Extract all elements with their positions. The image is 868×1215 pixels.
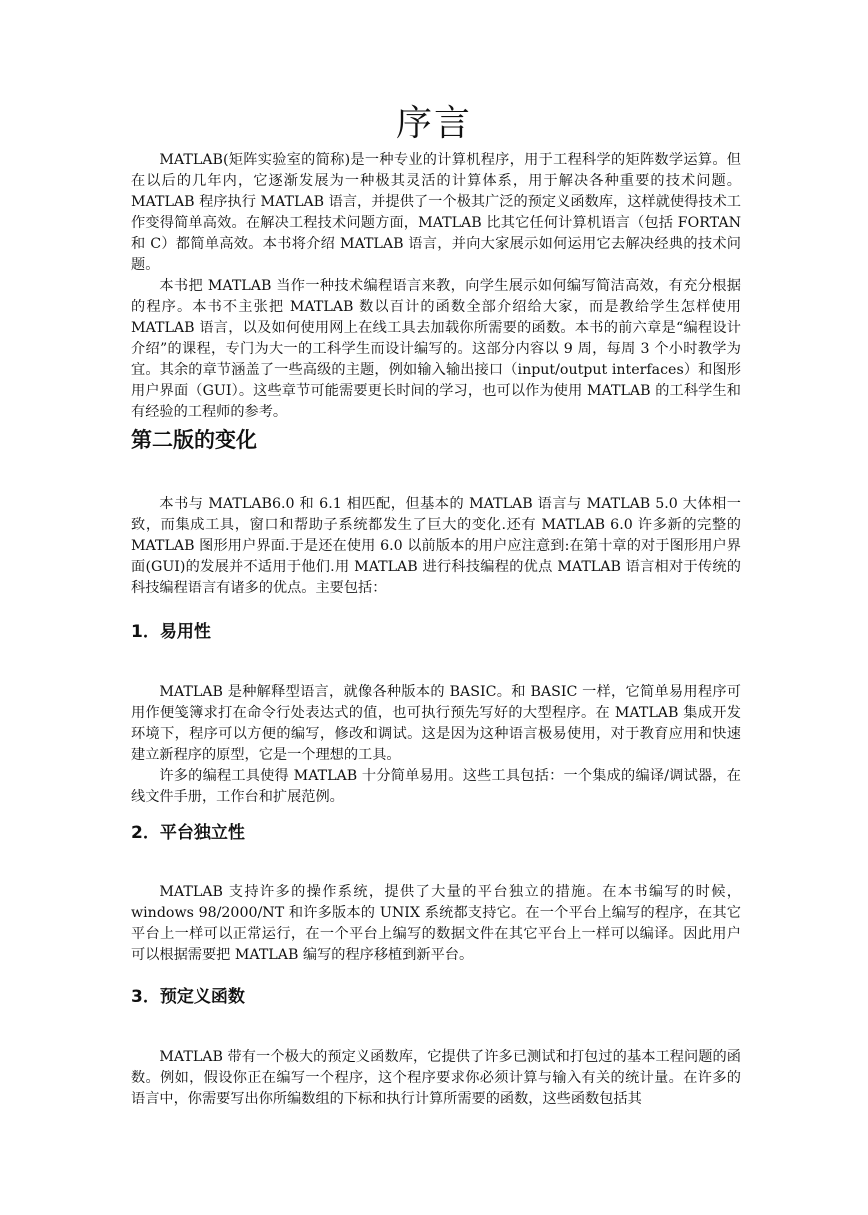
- preface-paragraph-2: 本书把 MATLAB 当作一种技术编程语言来教，向学生展示如何编写简洁高效，有充分根据的程序。本书不主张把 MATLAB 数以百计的函数全部介绍给大家，而是教给学生怎样使用 MATLAB 语言，以及如何使用网上在线工具去加载你所需要的函数。本书的前六章是“编程设计介绍”的课程，专门为大一的工科学生而设计编写的。这部分内容以 9 周，每周 3 个小时教学为宜。其余的章节涵盖了一些高级的主题，例如输入输出接口（input/output interfaces）和图形用户界面（GUI）。这些章节可能需要更长时间的学习，也可以作为使用 MATLAB 的工科学生和有经验的工程师的参考。: [131, 278, 741, 420]
- preface-paragraph-1: MATLAB(矩阵实验室的简称)是一种专业的计算机程序，用于工程科学的矩阵数学运算。但在以后的几年内，它逐渐发展为一种极其灵活的计算体系，用于解决各种重要的技术问题。MATLAB 程序执行 MATLAB 语言，并提供了一个极其广泛的预定义函数库，这样就使得技术工作变得简单高效。在解决工程技术问题方面，MATLAB 比其它任何计算机语言（包括 FORTAN 和 C）都简单高效。本书将介绍 MATLAB 语言，并向大家展示如何运用它去解决经典的技术问题。: [131, 152, 741, 273]
- page-title: 序言: [395, 103, 472, 144]
- platform-independence-paragraph: MATLAB 支持许多的操作系统，提供了大量的平台独立的措施。在本书编写的时候，windows 98/2000/NT 和许多版本的 UNIX 系统都支持它。在一个平台上编写的程序，在其它平台上一样可以正常运行，在一个平台上编写的数据文件在其它平台上一样可以编译。因此用户可以根据需要把 MATLAB 编写的程序移植到新平台。: [131, 884, 741, 963]
- section-heading-second-edition: 第二版的变化: [131, 428, 257, 452]
- section-heading-predefined-functions: 3．预定义函数: [131, 987, 245, 1007]
- ease-of-use-paragraph-2: 许多的编程工具使得 MATLAB 十分简单易用。这些工具包括：一个集成的编译/调试器，在线文件手册，工作台和扩展范例。: [131, 768, 741, 805]
- predefined-functions-section: [131, 1047, 741, 1110]
- second-edition-paragraph: 本书与 MATLAB6.0 和 6.1 相匹配，但基本的 MATLAB 语言与 MATLAB 5.0 大体相一致，而集成工具，窗口和帮助子系统都发生了巨大的变化.还有 MATLAB 6.0 许多新的完整的 MATLAB 图形用户界面.于是还在使用 6.0 以前版本的用户应注意到:在第十章的对于图形用户界面(GUI)的发展并不适用于他们.用 MATLAB 进行科技编程的优点 MATLAB 语言相对于传统的科技编程语言有诸多的优点。主要包括：: [131, 496, 741, 596]
- platform-independence-section: [131, 882, 741, 966]
- ease-of-use-paragraph-1: MATLAB 是种解释型语言，就像各种版本的 BASIC。和 BASIC 一样，它简单易用程序可用作便笺簿求打在命令行处表达式的值，也可执行预先写好的大型程序。在 MATLAB 集成开发环境下，程序可以方便的编写，修改和调试。这是因为这种语言极易使用，对于教育应用和快速建立新程序的原型，它是一个理想的工具。: [131, 684, 741, 763]
- section-heading-platform-independence: 2．平台独立性: [131, 823, 245, 843]
- second-edition-section: [131, 494, 741, 599]
- preface-section: [131, 150, 741, 423]
- ease-of-use-section: [131, 682, 741, 808]
- section-heading-ease-of-use: 1．易用性: [131, 622, 211, 642]
- predefined-functions-paragraph: MATLAB 带有一个极大的预定义函数库，它提供了许多已测试和打包过的基本工程问题的函数。例如，假设你正在编写一个程序，这个程序要求你必须计算与输入有关的统计量。在许多的语言中，你需要写出你所编数组的下标和执行计算所需要的函数，这些函数包括其: [131, 1049, 741, 1107]
